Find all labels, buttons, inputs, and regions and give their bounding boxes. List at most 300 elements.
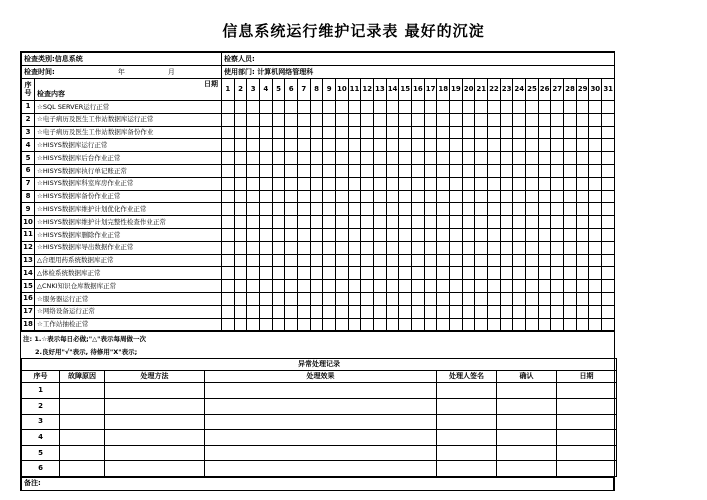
check-cell[interactable]: [551, 177, 564, 190]
check-cell[interactable]: [412, 101, 425, 114]
check-cell[interactable]: [386, 152, 399, 165]
check-cell[interactable]: [386, 241, 399, 254]
check-cell[interactable]: [450, 164, 463, 177]
abnormal-cell[interactable]: [437, 414, 497, 430]
check-cell[interactable]: [222, 216, 235, 229]
check-cell[interactable]: [475, 190, 488, 203]
check-cell[interactable]: [576, 305, 589, 318]
check-cell[interactable]: [247, 190, 260, 203]
abnormal-cell[interactable]: [205, 383, 437, 399]
check-cell[interactable]: [526, 241, 539, 254]
check-cell[interactable]: [222, 190, 235, 203]
check-cell[interactable]: [500, 216, 513, 229]
check-cell[interactable]: [412, 292, 425, 305]
abnormal-cell[interactable]: [437, 398, 497, 414]
check-cell[interactable]: [437, 139, 450, 152]
check-cell[interactable]: [272, 139, 285, 152]
check-cell[interactable]: [437, 254, 450, 267]
check-cell[interactable]: [488, 241, 501, 254]
check-cell[interactable]: [234, 216, 247, 229]
check-cell[interactable]: [285, 241, 298, 254]
check-cell[interactable]: [488, 177, 501, 190]
check-cell[interactable]: [437, 292, 450, 305]
check-cell[interactable]: [272, 216, 285, 229]
abnormal-cell[interactable]: [60, 461, 105, 477]
check-cell[interactable]: [348, 190, 361, 203]
check-cell[interactable]: [247, 152, 260, 165]
check-cell[interactable]: [399, 139, 412, 152]
check-cell[interactable]: [310, 164, 323, 177]
check-cell[interactable]: [513, 267, 526, 280]
check-cell[interactable]: [424, 101, 437, 114]
check-cell[interactable]: [475, 152, 488, 165]
check-cell[interactable]: [551, 305, 564, 318]
check-cell[interactable]: [500, 280, 513, 293]
check-cell[interactable]: [234, 267, 247, 280]
check-cell[interactable]: [475, 101, 488, 114]
check-cell[interactable]: [538, 267, 551, 280]
check-cell[interactable]: [589, 305, 602, 318]
check-cell[interactable]: [310, 113, 323, 126]
check-cell[interactable]: [488, 254, 501, 267]
check-cell[interactable]: [551, 190, 564, 203]
check-cell[interactable]: [450, 190, 463, 203]
abnormal-cell[interactable]: [105, 383, 205, 399]
check-cell[interactable]: [323, 190, 336, 203]
check-cell[interactable]: [475, 254, 488, 267]
check-cell[interactable]: [298, 318, 311, 331]
check-cell[interactable]: [538, 164, 551, 177]
check-cell[interactable]: [260, 190, 273, 203]
check-cell[interactable]: [348, 267, 361, 280]
check-cell[interactable]: [412, 305, 425, 318]
check-cell[interactable]: [222, 267, 235, 280]
check-cell[interactable]: [260, 292, 273, 305]
check-cell[interactable]: [538, 254, 551, 267]
check-cell[interactable]: [247, 228, 260, 241]
check-cell[interactable]: [589, 113, 602, 126]
check-cell[interactable]: [247, 126, 260, 139]
check-cell[interactable]: [247, 139, 260, 152]
check-cell[interactable]: [513, 228, 526, 241]
abnormal-cell[interactable]: [105, 414, 205, 430]
abnormal-cell[interactable]: [497, 461, 557, 477]
check-cell[interactable]: [450, 305, 463, 318]
check-cell[interactable]: [234, 113, 247, 126]
check-cell[interactable]: [323, 177, 336, 190]
check-cell[interactable]: [450, 139, 463, 152]
check-cell[interactable]: [272, 177, 285, 190]
check-cell[interactable]: [526, 267, 539, 280]
check-cell[interactable]: [374, 292, 387, 305]
check-cell[interactable]: [222, 254, 235, 267]
check-cell[interactable]: [488, 267, 501, 280]
check-cell[interactable]: [374, 228, 387, 241]
check-cell[interactable]: [260, 164, 273, 177]
check-cell[interactable]: [475, 177, 488, 190]
check-cell[interactable]: [450, 241, 463, 254]
check-cell[interactable]: [399, 280, 412, 293]
check-cell[interactable]: [298, 177, 311, 190]
abnormal-cell[interactable]: [557, 445, 617, 461]
check-cell[interactable]: [437, 177, 450, 190]
check-cell[interactable]: [576, 292, 589, 305]
check-cell[interactable]: [386, 190, 399, 203]
check-cell[interactable]: [361, 305, 374, 318]
check-cell[interactable]: [348, 203, 361, 216]
check-cell[interactable]: [323, 292, 336, 305]
check-cell[interactable]: [234, 190, 247, 203]
check-cell[interactable]: [551, 164, 564, 177]
check-cell[interactable]: [513, 280, 526, 293]
check-cell[interactable]: [348, 228, 361, 241]
check-cell[interactable]: [602, 177, 615, 190]
check-cell[interactable]: [589, 139, 602, 152]
check-cell[interactable]: [513, 318, 526, 331]
check-cell[interactable]: [247, 292, 260, 305]
abnormal-cell[interactable]: [105, 445, 205, 461]
check-cell[interactable]: [247, 241, 260, 254]
check-cell[interactable]: [412, 139, 425, 152]
check-cell[interactable]: [399, 318, 412, 331]
abnormal-cell[interactable]: [205, 398, 437, 414]
check-cell[interactable]: [602, 318, 615, 331]
check-cell[interactable]: [526, 280, 539, 293]
check-cell[interactable]: [602, 164, 615, 177]
check-cell[interactable]: [234, 164, 247, 177]
check-cell[interactable]: [513, 139, 526, 152]
check-cell[interactable]: [576, 280, 589, 293]
check-cell[interactable]: [475, 164, 488, 177]
check-cell[interactable]: [412, 216, 425, 229]
check-cell[interactable]: [323, 216, 336, 229]
check-cell[interactable]: [424, 318, 437, 331]
check-cell[interactable]: [526, 126, 539, 139]
check-cell[interactable]: [234, 101, 247, 114]
check-cell[interactable]: [386, 292, 399, 305]
check-cell[interactable]: [450, 318, 463, 331]
check-cell[interactable]: [513, 216, 526, 229]
check-cell[interactable]: [412, 228, 425, 241]
check-cell[interactable]: [386, 254, 399, 267]
check-cell[interactable]: [602, 113, 615, 126]
abnormal-cell[interactable]: [497, 383, 557, 399]
check-cell[interactable]: [538, 126, 551, 139]
check-cell[interactable]: [272, 203, 285, 216]
check-cell[interactable]: [462, 292, 475, 305]
check-cell[interactable]: [298, 305, 311, 318]
check-cell[interactable]: [488, 203, 501, 216]
check-cell[interactable]: [551, 216, 564, 229]
check-cell[interactable]: [424, 228, 437, 241]
check-cell[interactable]: [260, 152, 273, 165]
check-cell[interactable]: [348, 177, 361, 190]
check-cell[interactable]: [272, 228, 285, 241]
check-cell[interactable]: [272, 190, 285, 203]
check-cell[interactable]: [374, 280, 387, 293]
check-cell[interactable]: [260, 241, 273, 254]
check-cell[interactable]: [450, 152, 463, 165]
check-cell[interactable]: [310, 305, 323, 318]
check-cell[interactable]: [602, 228, 615, 241]
check-cell[interactable]: [589, 267, 602, 280]
check-cell[interactable]: [437, 101, 450, 114]
check-cell[interactable]: [374, 305, 387, 318]
check-cell[interactable]: [386, 177, 399, 190]
check-cell[interactable]: [500, 203, 513, 216]
check-cell[interactable]: [310, 203, 323, 216]
check-cell[interactable]: [500, 254, 513, 267]
check-cell[interactable]: [424, 152, 437, 165]
check-cell[interactable]: [323, 126, 336, 139]
check-cell[interactable]: [222, 126, 235, 139]
check-cell[interactable]: [323, 228, 336, 241]
check-cell[interactable]: [424, 216, 437, 229]
check-cell[interactable]: [298, 203, 311, 216]
check-cell[interactable]: [526, 216, 539, 229]
check-cell[interactable]: [462, 177, 475, 190]
check-cell[interactable]: [462, 318, 475, 331]
check-cell[interactable]: [462, 190, 475, 203]
check-cell[interactable]: [361, 241, 374, 254]
check-cell[interactable]: [361, 216, 374, 229]
check-cell[interactable]: [361, 318, 374, 331]
check-cell[interactable]: [437, 190, 450, 203]
check-cell[interactable]: [234, 203, 247, 216]
check-cell[interactable]: [462, 216, 475, 229]
check-cell[interactable]: [488, 101, 501, 114]
check-cell[interactable]: [336, 164, 349, 177]
check-cell[interactable]: [374, 190, 387, 203]
check-cell[interactable]: [374, 318, 387, 331]
abnormal-cell[interactable]: [557, 430, 617, 446]
check-cell[interactable]: [450, 101, 463, 114]
check-cell[interactable]: [399, 152, 412, 165]
check-cell[interactable]: [285, 228, 298, 241]
check-cell[interactable]: [538, 241, 551, 254]
check-cell[interactable]: [551, 101, 564, 114]
check-cell[interactable]: [272, 101, 285, 114]
check-cell[interactable]: [500, 241, 513, 254]
check-cell[interactable]: [222, 113, 235, 126]
check-cell[interactable]: [437, 113, 450, 126]
check-cell[interactable]: [564, 164, 577, 177]
check-cell[interactable]: [576, 228, 589, 241]
check-cell[interactable]: [589, 241, 602, 254]
check-cell[interactable]: [526, 190, 539, 203]
check-cell[interactable]: [336, 152, 349, 165]
check-cell[interactable]: [310, 228, 323, 241]
check-cell[interactable]: [513, 152, 526, 165]
abnormal-cell[interactable]: [60, 383, 105, 399]
check-cell[interactable]: [576, 113, 589, 126]
check-cell[interactable]: [310, 101, 323, 114]
check-cell[interactable]: [538, 203, 551, 216]
check-cell[interactable]: [285, 177, 298, 190]
check-cell[interactable]: [576, 152, 589, 165]
check-cell[interactable]: [424, 164, 437, 177]
check-cell[interactable]: [602, 139, 615, 152]
check-cell[interactable]: [500, 177, 513, 190]
check-cell[interactable]: [247, 101, 260, 114]
check-cell[interactable]: [298, 292, 311, 305]
check-cell[interactable]: [450, 280, 463, 293]
check-cell[interactable]: [526, 177, 539, 190]
check-cell[interactable]: [475, 305, 488, 318]
check-cell[interactable]: [500, 152, 513, 165]
check-cell[interactable]: [462, 126, 475, 139]
check-cell[interactable]: [260, 126, 273, 139]
check-cell[interactable]: [298, 228, 311, 241]
check-cell[interactable]: [576, 318, 589, 331]
check-cell[interactable]: [361, 177, 374, 190]
check-cell[interactable]: [488, 280, 501, 293]
check-cell[interactable]: [323, 280, 336, 293]
check-cell[interactable]: [234, 280, 247, 293]
check-cell[interactable]: [526, 292, 539, 305]
check-cell[interactable]: [513, 254, 526, 267]
check-cell[interactable]: [564, 318, 577, 331]
check-cell[interactable]: [424, 113, 437, 126]
check-cell[interactable]: [285, 190, 298, 203]
check-cell[interactable]: [551, 203, 564, 216]
check-cell[interactable]: [222, 292, 235, 305]
check-cell[interactable]: [247, 267, 260, 280]
check-cell[interactable]: [323, 152, 336, 165]
check-cell[interactable]: [564, 216, 577, 229]
check-cell[interactable]: [500, 305, 513, 318]
check-cell[interactable]: [564, 241, 577, 254]
check-cell[interactable]: [437, 152, 450, 165]
check-cell[interactable]: [272, 164, 285, 177]
check-cell[interactable]: [260, 254, 273, 267]
check-cell[interactable]: [260, 113, 273, 126]
check-cell[interactable]: [551, 292, 564, 305]
check-cell[interactable]: [551, 267, 564, 280]
check-cell[interactable]: [450, 267, 463, 280]
check-cell[interactable]: [437, 305, 450, 318]
check-cell[interactable]: [374, 164, 387, 177]
abnormal-cell[interactable]: [60, 414, 105, 430]
check-cell[interactable]: [538, 292, 551, 305]
check-cell[interactable]: [564, 228, 577, 241]
check-cell[interactable]: [424, 203, 437, 216]
check-cell[interactable]: [234, 126, 247, 139]
check-cell[interactable]: [247, 203, 260, 216]
check-cell[interactable]: [260, 177, 273, 190]
check-cell[interactable]: [285, 164, 298, 177]
abnormal-cell[interactable]: [105, 430, 205, 446]
check-cell[interactable]: [285, 152, 298, 165]
check-cell[interactable]: [222, 280, 235, 293]
check-cell[interactable]: [513, 190, 526, 203]
check-cell[interactable]: [450, 177, 463, 190]
check-cell[interactable]: [399, 101, 412, 114]
check-cell[interactable]: [386, 280, 399, 293]
check-cell[interactable]: [348, 152, 361, 165]
check-cell[interactable]: [310, 216, 323, 229]
check-cell[interactable]: [272, 113, 285, 126]
check-cell[interactable]: [602, 292, 615, 305]
check-cell[interactable]: [564, 305, 577, 318]
check-cell[interactable]: [336, 228, 349, 241]
check-cell[interactable]: [576, 267, 589, 280]
check-cell[interactable]: [589, 254, 602, 267]
check-cell[interactable]: [336, 280, 349, 293]
check-cell[interactable]: [285, 101, 298, 114]
check-cell[interactable]: [361, 254, 374, 267]
check-cell[interactable]: [348, 164, 361, 177]
abnormal-cell[interactable]: [105, 398, 205, 414]
abnormal-cell[interactable]: [557, 414, 617, 430]
check-cell[interactable]: [222, 164, 235, 177]
check-cell[interactable]: [412, 203, 425, 216]
check-cell[interactable]: [336, 126, 349, 139]
check-cell[interactable]: [323, 318, 336, 331]
check-cell[interactable]: [602, 267, 615, 280]
check-cell[interactable]: [298, 139, 311, 152]
check-cell[interactable]: [399, 305, 412, 318]
check-cell[interactable]: [424, 267, 437, 280]
check-cell[interactable]: [437, 203, 450, 216]
check-cell[interactable]: [348, 139, 361, 152]
check-cell[interactable]: [399, 113, 412, 126]
check-cell[interactable]: [285, 318, 298, 331]
check-cell[interactable]: [310, 190, 323, 203]
check-cell[interactable]: [576, 190, 589, 203]
check-cell[interactable]: [475, 267, 488, 280]
check-cell[interactable]: [564, 177, 577, 190]
check-cell[interactable]: [488, 216, 501, 229]
check-cell[interactable]: [285, 203, 298, 216]
check-cell[interactable]: [399, 177, 412, 190]
check-cell[interactable]: [462, 139, 475, 152]
check-cell[interactable]: [234, 254, 247, 267]
check-cell[interactable]: [424, 280, 437, 293]
check-cell[interactable]: [374, 113, 387, 126]
abnormal-cell[interactable]: [205, 445, 437, 461]
check-cell[interactable]: [336, 190, 349, 203]
abnormal-cell[interactable]: [437, 461, 497, 477]
check-cell[interactable]: [424, 126, 437, 139]
check-cell[interactable]: [260, 267, 273, 280]
check-cell[interactable]: [348, 254, 361, 267]
check-cell[interactable]: [589, 177, 602, 190]
check-cell[interactable]: [538, 139, 551, 152]
check-cell[interactable]: [323, 254, 336, 267]
check-cell[interactable]: [222, 139, 235, 152]
check-cell[interactable]: [564, 190, 577, 203]
check-cell[interactable]: [386, 203, 399, 216]
check-cell[interactable]: [323, 241, 336, 254]
check-cell[interactable]: [399, 126, 412, 139]
check-cell[interactable]: [589, 203, 602, 216]
check-cell[interactable]: [234, 292, 247, 305]
check-cell[interactable]: [589, 216, 602, 229]
check-cell[interactable]: [386, 216, 399, 229]
check-cell[interactable]: [437, 280, 450, 293]
check-cell[interactable]: [336, 292, 349, 305]
check-cell[interactable]: [285, 139, 298, 152]
check-cell[interactable]: [285, 292, 298, 305]
check-cell[interactable]: [424, 241, 437, 254]
check-cell[interactable]: [260, 216, 273, 229]
check-cell[interactable]: [361, 280, 374, 293]
check-cell[interactable]: [412, 267, 425, 280]
check-cell[interactable]: [513, 126, 526, 139]
check-cell[interactable]: [260, 228, 273, 241]
check-cell[interactable]: [412, 113, 425, 126]
